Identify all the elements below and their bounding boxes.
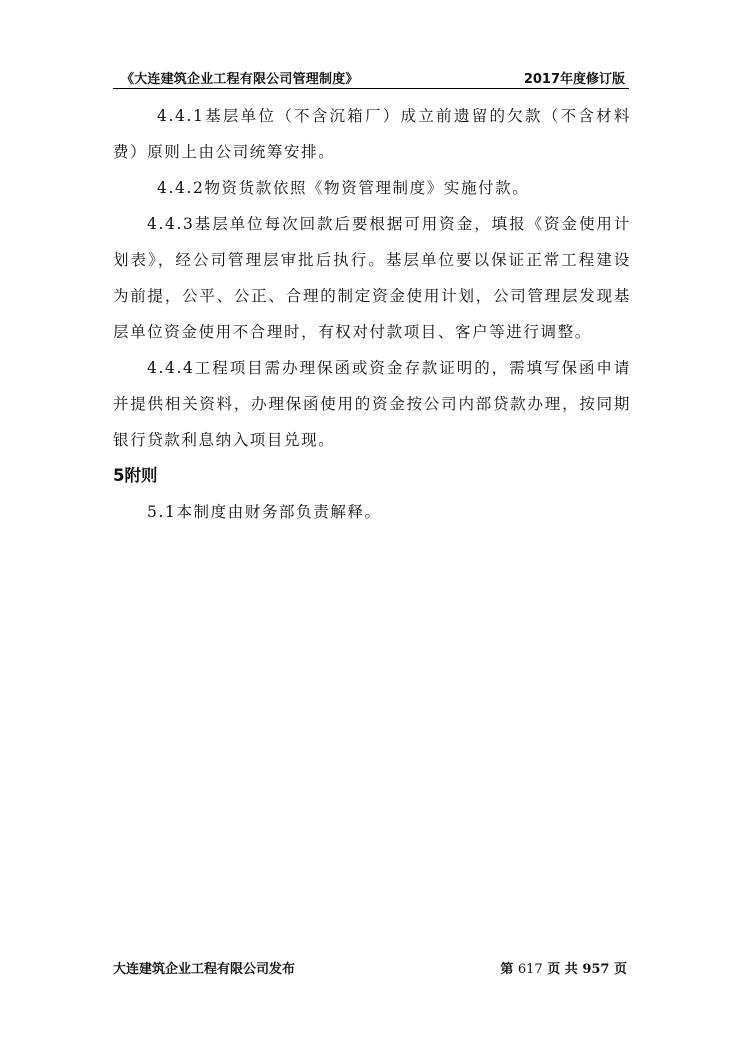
paragraph-4-4-3: 4.4.3基层单位每次回款后要根据可用资金，填报《资金使用计划表》，经公司管理层审批后执行。基层单位要以保证正常工程建设为前提，公平、公正、合理的制定资金使用计划，公司管理层发现基层单位资金使用不合理时，有权对付款项目、客户等进行调整。 bbox=[113, 215, 631, 341]
page-suffix: 页 bbox=[613, 962, 627, 977]
page-prefix: 第 bbox=[500, 962, 514, 977]
paragraph-4-4-4: 4.4.4工程项目需办理保函或资金存款证明的，需填写保函申请并提供相关资料，办理保函使用的资金按公司内部贷款办理，按同期银行贷款利息纳入项目兑现。 bbox=[113, 359, 631, 449]
page-middle-text: 页 共 bbox=[547, 962, 578, 977]
current-page-number: 617 bbox=[517, 962, 543, 977]
paragraph-4-4-1: 4.4.1基层单位（不含沉箱厂）成立前遗留的欠款（不含材料费）原则上由公司统筹安排。 bbox=[113, 107, 631, 161]
page-footer bbox=[113, 958, 631, 980]
document-title: 《大连建筑企业工程有限公司管理制度》 bbox=[121, 72, 359, 87]
paragraph-5-1: 5.1本制度由财务部负责解释。 bbox=[147, 503, 382, 521]
total-page-number: 957 bbox=[582, 962, 610, 977]
publisher-label: 大连建筑企业工程有限公司发布 bbox=[113, 962, 296, 977]
page-body bbox=[113, 98, 631, 530]
page-counter bbox=[500, 958, 627, 977]
paragraph-4-4-2: 4.4.2物资货款依照《物资管理制度》实施付款。 bbox=[157, 179, 530, 197]
page-header bbox=[113, 64, 629, 89]
section-heading-appendix: 5附则 bbox=[113, 466, 158, 485]
edition-label: 2017年度修订版 bbox=[523, 72, 625, 87]
